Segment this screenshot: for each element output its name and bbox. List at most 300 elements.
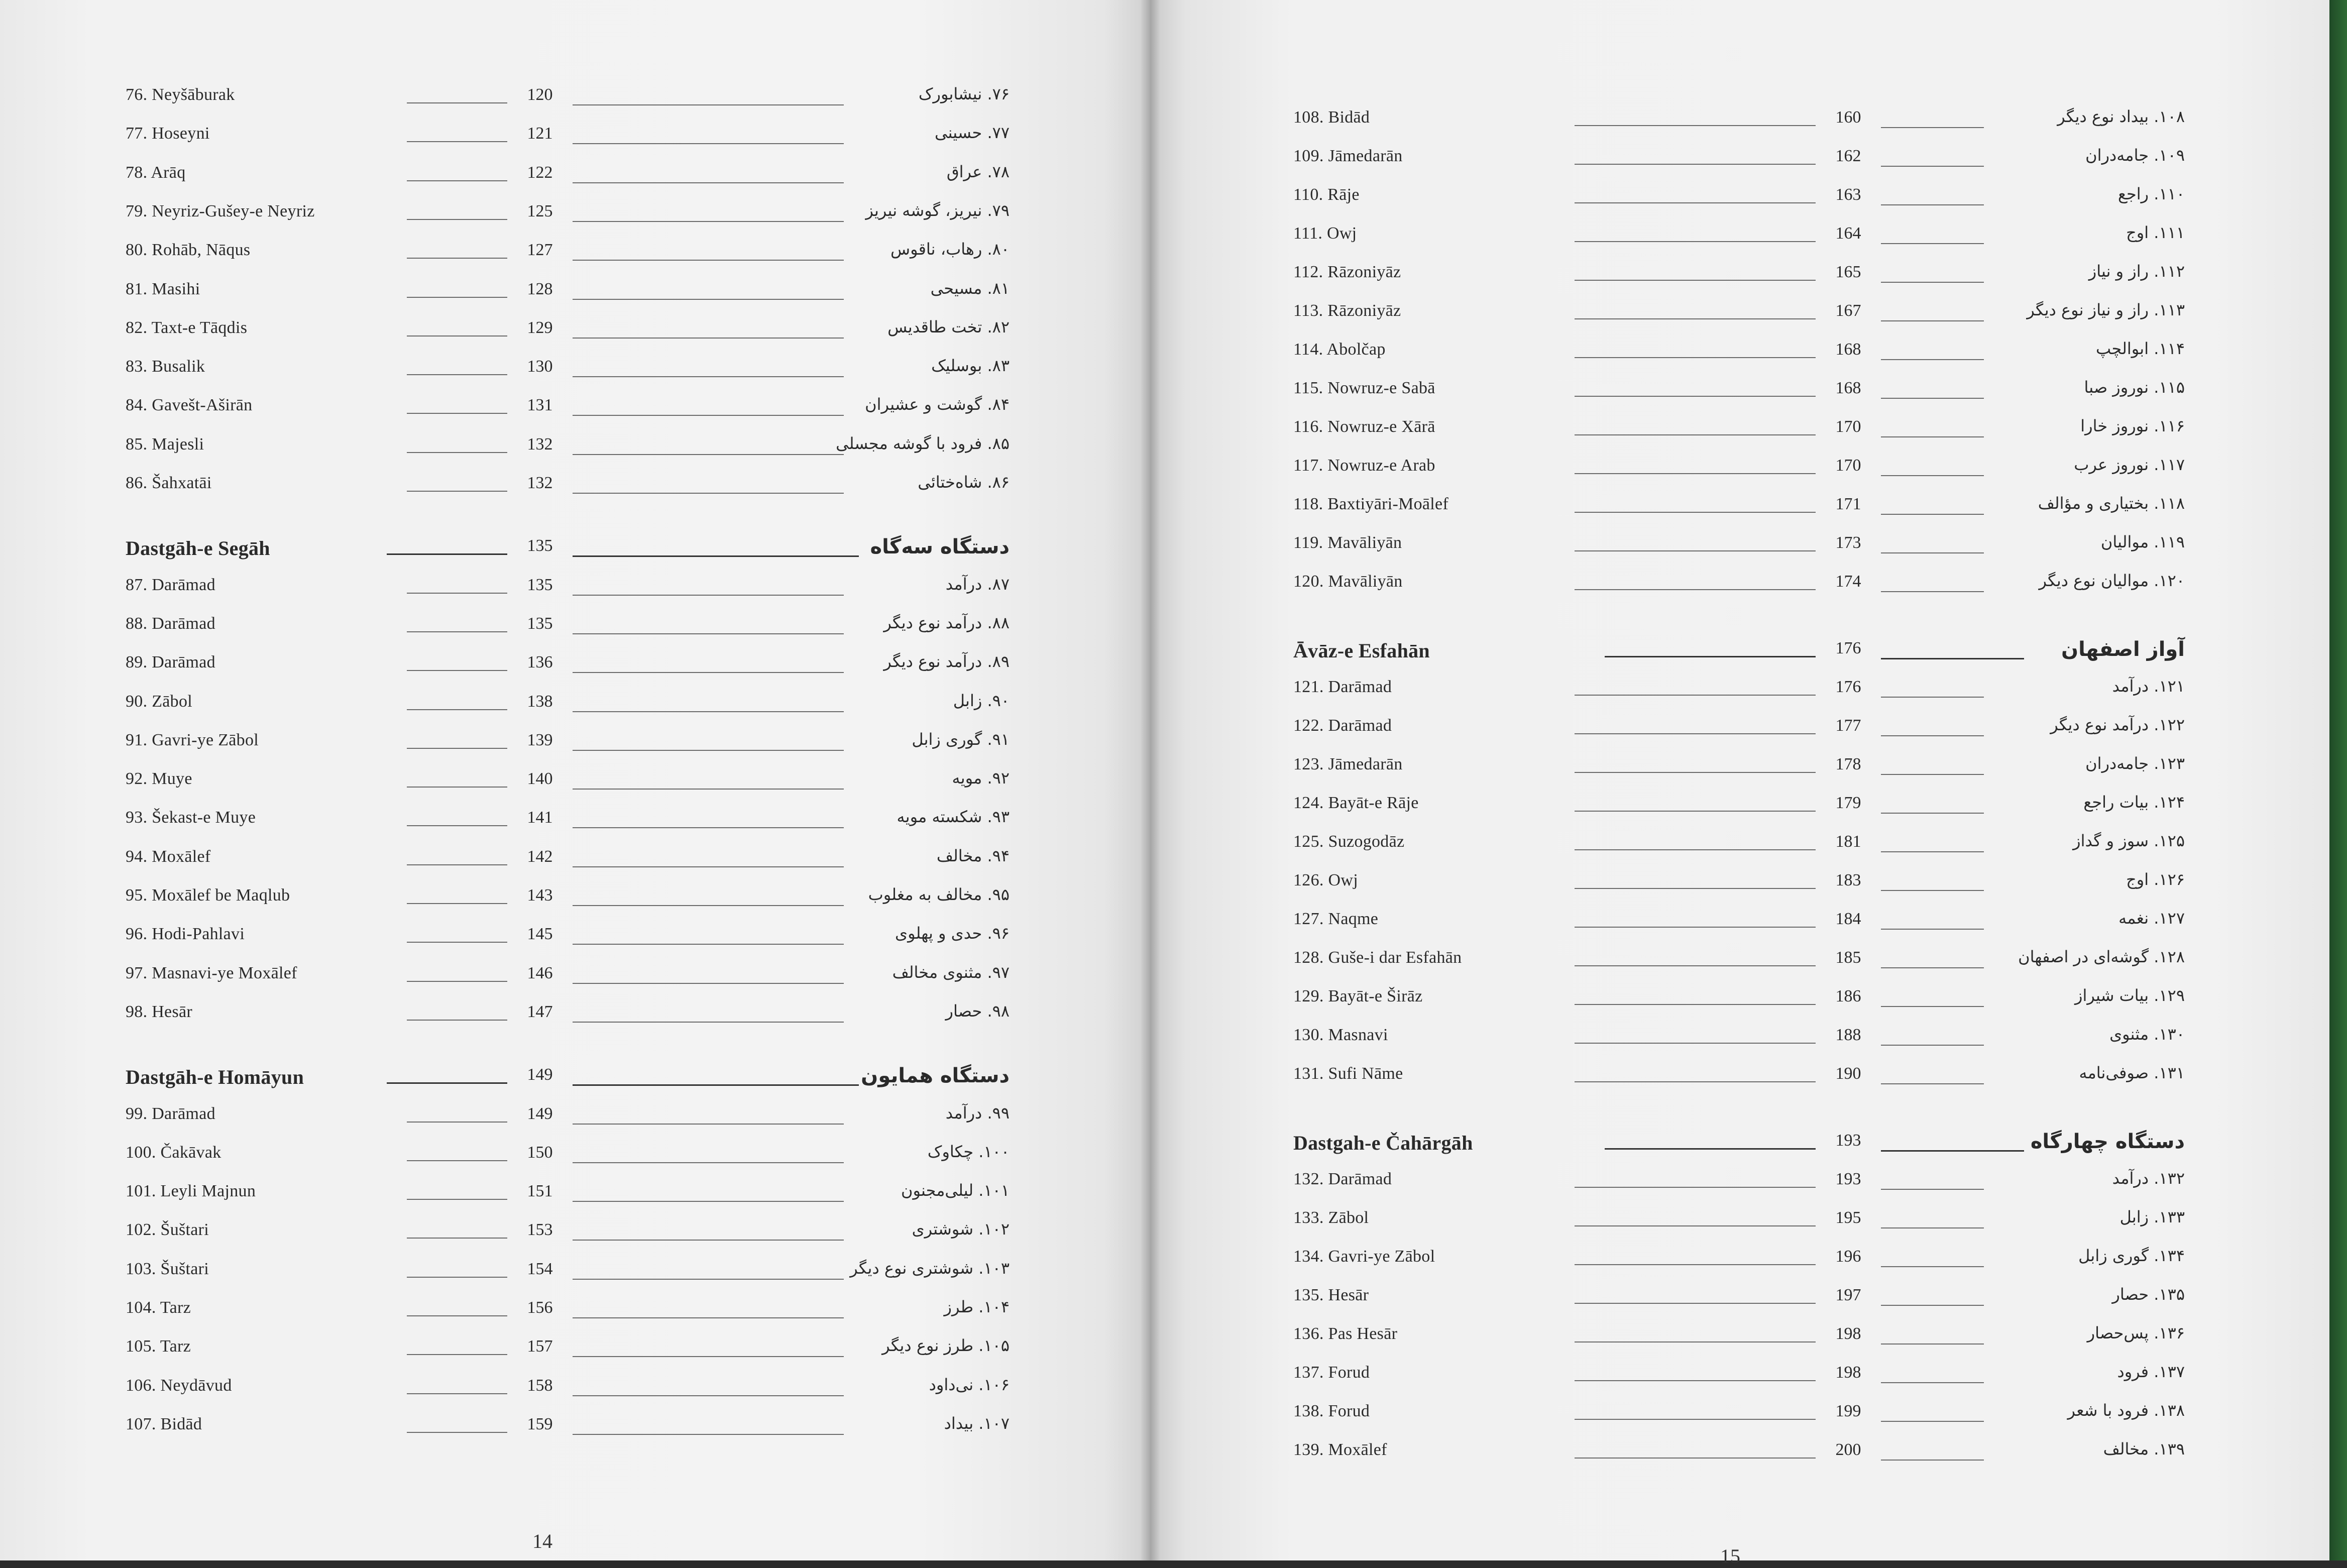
entry-title-persian: ۱۰۷. بیداد xyxy=(944,1413,1010,1433)
leader-line xyxy=(1881,127,1984,128)
entry-title-persian: ۱۳۹. مخالف xyxy=(2103,1439,2185,1459)
entry-title-persian: ۱۰۶. نی‌داود xyxy=(929,1375,1010,1394)
entry-title-latin: 107. Bidād xyxy=(126,1414,202,1433)
toc-entry xyxy=(126,119,1010,149)
entry-title-latin: 110. Rāje xyxy=(1293,185,1360,204)
leader-line xyxy=(1881,658,2024,659)
entry-title-latin: 126. Owj xyxy=(1293,871,1358,889)
page-ref: 162 xyxy=(1835,147,1861,165)
toc-entry xyxy=(126,391,1010,421)
entry-title-persian: ۱۱۶. نوروز خارا xyxy=(2080,416,2185,435)
leader-line xyxy=(573,1124,844,1125)
page-ref: 153 xyxy=(527,1220,553,1240)
toc-entry xyxy=(126,997,1010,1028)
leader-line xyxy=(407,903,507,904)
leader-line xyxy=(407,593,507,594)
toc-entry xyxy=(1293,142,2185,172)
entry-title-persian: ۸۳. بوسلیک xyxy=(931,356,1010,376)
leader-line xyxy=(1605,1148,1816,1150)
entry-title-latin: 77. Hoseyni xyxy=(126,124,210,143)
leader-line xyxy=(573,1201,844,1202)
entry-title-latin: 98. Hesār xyxy=(126,1002,192,1021)
toc-entry xyxy=(1293,1358,2185,1388)
page-ref: 150 xyxy=(527,1143,553,1162)
page-ref: 135 xyxy=(527,614,553,633)
page-ref: 138 xyxy=(527,692,553,711)
entry-title-persian: ۱۰۲. شوشتری xyxy=(912,1219,1010,1239)
toc-entry xyxy=(1293,1281,2185,1311)
page-ref: 120 xyxy=(527,85,553,104)
toc-entry xyxy=(1293,982,2185,1012)
entry-title-latin: 127. Naqme xyxy=(1293,910,1379,928)
section-heading xyxy=(1293,1126,2185,1156)
entry-title-latin: 123. Jāmedarān xyxy=(1293,755,1403,773)
page-ref: 146 xyxy=(527,963,553,982)
page-ref: 125 xyxy=(527,201,553,220)
leader-line xyxy=(1575,888,1816,889)
entry-title-persian: ۱۲۷. نغمه xyxy=(2118,909,2185,928)
leader-line xyxy=(573,1022,844,1023)
leader-line xyxy=(573,944,844,945)
leader-line xyxy=(1575,1187,1816,1188)
entry-title-latin: 96. Hodi-Pahlavi xyxy=(126,925,245,944)
page-ref: 195 xyxy=(1835,1208,1861,1227)
entry-title-persian: ۱۱۱. اوج xyxy=(2126,223,2185,242)
leader-line xyxy=(573,1356,844,1357)
leader-line xyxy=(1881,243,1984,244)
leader-line xyxy=(573,750,844,751)
leader-line xyxy=(573,1240,844,1241)
entry-title-latin: 131. Sufi Nāme xyxy=(1293,1064,1403,1083)
entry-title-latin: 128. Guše-i dar Esfahān xyxy=(1293,948,1462,967)
toc-entry xyxy=(1293,866,2185,896)
leader-line xyxy=(407,1020,507,1021)
entry-title-persian: ۱۰۵. طرز نوع دیگر xyxy=(882,1336,1010,1356)
leader-line xyxy=(1575,202,1816,203)
entry-title-latin: 117. Nowruz-e Arab xyxy=(1293,456,1435,475)
leader-line xyxy=(1881,1083,1984,1084)
entry-title-persian: ۸۴. گوشت و عشیران xyxy=(865,395,1010,414)
toc-entry xyxy=(126,1410,1010,1440)
page-ref: 149 xyxy=(527,1065,553,1084)
leader-line xyxy=(1881,1305,1984,1306)
entry-title-persian: ۱۰۹. جامه‌دران xyxy=(2085,146,2185,165)
leader-line xyxy=(1881,320,1984,321)
leader-line xyxy=(573,1279,844,1280)
leader-line xyxy=(1575,280,1816,281)
toc-entry xyxy=(126,80,1010,110)
section-title-latin: Dastgāh-e Homāyun xyxy=(126,1066,304,1089)
toc-entry xyxy=(1293,335,2185,365)
entry-title-latin: 120. Mavāliyān xyxy=(1293,572,1403,591)
toc-entry xyxy=(126,352,1010,382)
leader-line xyxy=(407,631,507,632)
leader-line xyxy=(1575,811,1816,812)
toc-entry xyxy=(126,571,1010,601)
leader-line xyxy=(407,335,507,337)
toc-entry xyxy=(1293,1165,2185,1195)
entry-title-persian: ۱۱۳. راز و نیاز نوع دیگر xyxy=(2027,300,2185,319)
page-ref: 142 xyxy=(527,847,553,866)
page-ref: 135 xyxy=(527,575,553,594)
leader-line xyxy=(1881,514,1984,515)
page-ref: 122 xyxy=(527,163,553,182)
entry-title-latin: 83. Busalik xyxy=(126,357,205,376)
page-ref: 173 xyxy=(1835,533,1861,552)
entry-title-latin: 82. Taxt-e Tāqdis xyxy=(126,318,248,337)
leader-line xyxy=(1575,396,1816,397)
leader-line xyxy=(1575,164,1816,165)
leader-line xyxy=(1881,1189,1984,1190)
leader-line xyxy=(407,297,507,298)
leader-line xyxy=(407,452,507,453)
entry-title-persian: ۷۸. عراق xyxy=(946,162,1010,181)
leader-line xyxy=(1575,318,1816,319)
entry-title-persian: ۱۰۱. لیلی‌مجنون xyxy=(901,1181,1010,1200)
leader-line xyxy=(1575,589,1816,590)
page-ref: 193 xyxy=(1835,1170,1861,1188)
leader-line xyxy=(1575,1458,1816,1459)
leader-line xyxy=(573,983,844,984)
leader-line xyxy=(573,555,859,557)
page-ref: 132 xyxy=(527,474,553,492)
leader-line xyxy=(407,413,507,414)
toc-entry xyxy=(1293,789,2185,819)
entry-title-persian: ۱۳۷. فرود xyxy=(2117,1362,2185,1381)
leader-line xyxy=(407,981,507,982)
page-ref: 198 xyxy=(1835,1363,1861,1382)
leader-line xyxy=(1575,965,1816,966)
leader-line xyxy=(573,182,844,183)
page-ref: 159 xyxy=(527,1414,553,1433)
leader-line xyxy=(573,376,844,377)
leader-line xyxy=(407,102,507,103)
toc-entry xyxy=(1293,1435,2185,1466)
entry-title-latin: 108. Bidād xyxy=(1293,108,1370,127)
entry-title-persian: ۱۳۸. فرود با شعر xyxy=(2067,1401,2185,1420)
entry-title-persian: ۸۷. درآمد xyxy=(945,574,1010,594)
leader-line xyxy=(1881,166,1984,167)
entry-title-persian: ۷۹. نیریز، گوشه نیریز xyxy=(865,200,1010,220)
leader-line xyxy=(1575,1043,1816,1044)
leader-line xyxy=(573,672,844,673)
leader-line xyxy=(573,415,844,416)
leader-line xyxy=(1881,813,1984,814)
entry-title-latin: 97. Masnavi-ye Moxālef xyxy=(126,963,297,982)
leader-line xyxy=(1881,1421,1984,1422)
entry-title-latin: 104. Tarz xyxy=(126,1298,191,1317)
entry-title-latin: 101. Leyli Majnun xyxy=(126,1182,256,1201)
entry-title-latin: 112. Rāzoniyāz xyxy=(1293,263,1401,281)
toc-entry xyxy=(126,1371,1010,1401)
page-number-left: 14 xyxy=(532,1530,552,1552)
entry-title-persian: ۹۲. مویه xyxy=(952,768,1010,788)
entry-title-persian: ۹۳. شکسته مویه xyxy=(897,807,1010,827)
entry-title-latin: 125. Suzogodāz xyxy=(1293,832,1405,851)
leader-line xyxy=(1881,1460,1984,1461)
leader-line xyxy=(407,825,507,826)
entry-title-latin: 109. Jāmedarān xyxy=(1293,147,1403,165)
page-ref: 139 xyxy=(527,730,553,749)
page-ref: 143 xyxy=(527,886,553,905)
leader-line xyxy=(1881,1045,1984,1046)
page-ref: 170 xyxy=(1835,417,1861,436)
page-ref: 160 xyxy=(1835,108,1861,127)
entry-title-persian: ۱۳۳. زابل xyxy=(2119,1207,2185,1226)
entry-title-persian: ۱۱۹. موالیان xyxy=(2100,532,2185,551)
entry-title-persian: ۹۶. حدی و پهلوی xyxy=(895,924,1010,943)
entry-title-latin: 105. Tarz xyxy=(126,1337,191,1356)
entry-title-latin: 91. Gavri-ye Zābol xyxy=(126,730,259,749)
leader-line xyxy=(407,1277,507,1278)
page-ref: 158 xyxy=(527,1376,553,1395)
leader-line xyxy=(1575,241,1816,242)
entry-title-persian: ۷۷. حسینی xyxy=(934,123,1010,143)
page-ref: 145 xyxy=(527,925,553,944)
entry-title-latin: 90. Zābol xyxy=(126,692,193,711)
toc-entry xyxy=(1293,412,2185,442)
toc-entry xyxy=(126,803,1010,833)
entry-title-persian: ۸۰. رهاب، ناقوس xyxy=(890,240,1010,259)
toc-entry xyxy=(126,609,1010,639)
entry-title-persian: ۱۱۴. ابوالچپ xyxy=(2096,339,2185,358)
page-number-right: 15 xyxy=(1720,1545,1740,1567)
leader-line xyxy=(407,1354,507,1355)
leader-line xyxy=(1881,1227,1984,1228)
entry-title-latin: 136. Pas Hesār xyxy=(1293,1324,1398,1343)
entry-title-persian: ۱۱۵. نوروز صبا xyxy=(2084,378,2185,397)
section-title-persian: دستگاه سه‌گاه xyxy=(870,535,1010,559)
toc-entry xyxy=(126,197,1010,227)
toc-right xyxy=(1150,0,2329,1560)
leader-line xyxy=(407,748,507,749)
leader-line xyxy=(407,1160,507,1161)
toc-entry xyxy=(126,726,1010,756)
toc-entry xyxy=(126,313,1010,344)
leader-line xyxy=(407,942,507,943)
toc-entry xyxy=(1293,1319,2185,1350)
entry-title-persian: ۸۶. شاه‌ختائی xyxy=(918,473,1010,492)
entry-title-persian: ۱۰۸. بیداد نوع دیگر xyxy=(2057,107,2185,126)
page-ref: 193 xyxy=(1835,1131,1861,1150)
entry-title-latin: 89. Darāmad xyxy=(126,653,215,672)
page-ref: 179 xyxy=(1835,794,1861,812)
toc-entry xyxy=(1293,750,2185,780)
toc-entry xyxy=(126,1138,1010,1168)
leader-line xyxy=(1575,434,1816,435)
toc-entry xyxy=(1293,374,2185,404)
entry-title-latin: 86. Šahxatāi xyxy=(126,474,212,492)
toc-left xyxy=(0,0,1150,1560)
leader-line xyxy=(407,258,507,259)
entry-title-persian: ۸۸. درآمد نوع دیگر xyxy=(883,613,1010,632)
leader-line xyxy=(1881,890,1984,891)
page-ref: 129 xyxy=(527,318,553,337)
leader-line xyxy=(1575,125,1816,126)
entry-title-latin: 133. Zābol xyxy=(1293,1208,1369,1227)
entry-title-latin: 113. Rāzoniyāz xyxy=(1293,301,1401,320)
leader-line xyxy=(573,827,844,828)
entry-title-latin: 138. Forud xyxy=(1293,1402,1370,1420)
page-ref: 136 xyxy=(527,653,553,672)
leader-line xyxy=(573,143,844,144)
leader-line xyxy=(1575,1004,1816,1005)
toc-entry xyxy=(126,1099,1010,1130)
leader-line xyxy=(407,219,507,220)
page-ref: 130 xyxy=(527,357,553,376)
entry-title-persian: ۱۰۳. شوشتری نوع دیگر xyxy=(850,1258,1010,1278)
toc-entry xyxy=(1293,711,2185,741)
section-title-persian: دستگاه چهارگاه xyxy=(2030,1130,2185,1153)
toc-entry xyxy=(126,158,1010,188)
leader-line xyxy=(1575,1380,1816,1381)
leader-line xyxy=(573,595,844,596)
toc-entry xyxy=(126,959,1010,989)
entry-title-latin: 93. Šekast-e Muye xyxy=(126,808,256,827)
toc-entry xyxy=(1293,180,2185,210)
leader-line xyxy=(1575,512,1816,513)
entry-title-latin: 103. Šuštari xyxy=(126,1259,209,1278)
page-ref: 178 xyxy=(1835,755,1861,773)
leader-line xyxy=(1605,656,1816,657)
leader-line xyxy=(573,260,844,261)
leader-line xyxy=(407,1432,507,1433)
entry-title-persian: ۱۰۴. طرز xyxy=(944,1297,1010,1316)
toc-entry xyxy=(126,1255,1010,1285)
toc-entry xyxy=(1293,1059,2185,1089)
right-page xyxy=(1150,0,2329,1567)
page-ref: 183 xyxy=(1835,871,1861,889)
toc-entry xyxy=(126,469,1010,499)
entry-title-persian: ۱۲۳. جامه‌دران xyxy=(2085,754,2185,773)
leader-line xyxy=(573,1084,859,1086)
leader-line xyxy=(1881,1150,2024,1152)
page-ref: 154 xyxy=(527,1259,553,1278)
entry-title-latin: 106. Neydāvud xyxy=(126,1376,232,1395)
entry-title-latin: 94. Moxālef xyxy=(126,847,211,866)
leader-line xyxy=(1575,473,1816,474)
entry-title-latin: 92. Muye xyxy=(126,769,192,789)
toc-entry xyxy=(1293,673,2185,703)
entry-title-latin: 137. Forud xyxy=(1293,1363,1370,1382)
entry-title-latin: 129. Bayāt-e Širāz xyxy=(1293,987,1423,1005)
toc-entry xyxy=(126,1177,1010,1207)
toc-entry xyxy=(1293,943,2185,973)
entry-title-persian: ۹۹. درآمد xyxy=(945,1103,1010,1123)
entry-title-latin: 134. Gavri-ye Zābol xyxy=(1293,1247,1435,1266)
page-ref: 168 xyxy=(1835,340,1861,359)
page-ref: 171 xyxy=(1835,495,1861,513)
page-ref: 149 xyxy=(527,1104,553,1123)
entry-title-latin: 135. Hesār xyxy=(1293,1286,1369,1304)
leader-line xyxy=(573,711,844,712)
toc-entry xyxy=(126,430,1010,460)
page-ref: 190 xyxy=(1835,1064,1861,1083)
page-ref: 157 xyxy=(527,1337,553,1356)
entry-title-latin: 78. Arāq xyxy=(126,163,186,182)
leader-line xyxy=(407,491,507,492)
page-ref: 198 xyxy=(1835,1324,1861,1343)
entry-title-persian: ۹۱. گوری زابل xyxy=(912,729,1010,749)
entry-title-persian: ۱۳۴. گوری زابل xyxy=(2078,1246,2185,1265)
toc-entry xyxy=(1293,296,2185,326)
page-ref: 165 xyxy=(1835,263,1861,281)
entry-title-persian: ۱۲۰. موالیان نوع دیگر xyxy=(2039,571,2185,590)
leader-line xyxy=(1881,591,1984,592)
toc-entry xyxy=(1293,1021,2185,1051)
leader-line xyxy=(1575,1081,1816,1082)
leader-line xyxy=(1881,359,1984,360)
leader-line xyxy=(1575,1341,1816,1342)
entry-title-latin: 100. Čakāvak xyxy=(126,1143,221,1162)
leader-line xyxy=(1881,967,1984,968)
entry-title-latin: 102. Šuštari xyxy=(126,1220,209,1240)
entry-title-persian: ۱۳۲. درآمد xyxy=(2112,1169,2185,1188)
leader-line xyxy=(573,905,844,906)
entry-title-latin: 115. Nowruz-e Sabā xyxy=(1293,379,1435,397)
page-ref: 174 xyxy=(1835,572,1861,591)
section-title-latin: Āvāz-e Esfahān xyxy=(1293,639,1430,662)
entry-title-latin: 130. Masnavi xyxy=(1293,1026,1388,1044)
page-ref: 188 xyxy=(1835,1026,1861,1044)
page-ref: 128 xyxy=(527,279,553,298)
leader-line xyxy=(1881,697,1984,698)
page-ref: 121 xyxy=(527,124,553,143)
entry-title-persian: ۱۲۹. بیات شیراز xyxy=(2075,986,2185,1005)
leader-line xyxy=(573,789,844,790)
leader-line xyxy=(407,1393,507,1394)
leader-line xyxy=(1881,774,1984,775)
entry-title-latin: 87. Darāmad xyxy=(126,575,215,594)
entry-title-latin: 121. Darāmad xyxy=(1293,678,1392,696)
toc-entry xyxy=(126,1215,1010,1246)
leader-line xyxy=(407,1238,507,1239)
entry-title-latin: 119. Mavāliyān xyxy=(1293,533,1402,552)
entry-title-persian: ۸۵. فرود با گوشه مجسلی xyxy=(836,433,1010,453)
entry-title-latin: 81. Masihi xyxy=(126,279,200,298)
entry-title-persian: ۱۲۸. گوشه‌ای در اصفهان xyxy=(2018,947,2185,966)
leader-line xyxy=(1575,1419,1816,1420)
toc-entry xyxy=(1293,1242,2185,1272)
page-ref: 177 xyxy=(1835,716,1861,735)
leader-line xyxy=(387,553,507,555)
toc-entry xyxy=(1293,490,2185,520)
section-heading xyxy=(126,531,1010,562)
entry-title-latin: 80. Rohāb, Nāqus xyxy=(126,241,251,260)
section-title-persian: دستگاه همایون xyxy=(861,1064,1010,1088)
toc-entry xyxy=(126,648,1010,678)
entry-title-persian: ۹۸. حصار xyxy=(945,1001,1010,1021)
page-ref: 200 xyxy=(1835,1440,1861,1459)
leader-line xyxy=(1575,772,1816,773)
leader-line xyxy=(1575,733,1816,734)
entry-title-persian: ۹۴. مخالف xyxy=(936,846,1010,865)
entry-title-persian: ۱۲۴. بیات راجع xyxy=(2083,793,2185,812)
page-ref: 131 xyxy=(527,396,553,415)
leader-line xyxy=(1881,1006,1984,1007)
leader-line xyxy=(1881,204,1984,205)
leader-line xyxy=(573,1395,844,1396)
leader-line xyxy=(573,104,844,105)
page-ref: 167 xyxy=(1835,301,1861,320)
page-ref: 135 xyxy=(527,536,553,555)
leader-line xyxy=(573,866,844,867)
leader-line xyxy=(1881,1382,1984,1383)
entry-title-latin: 76. Neyšāburak xyxy=(126,85,235,104)
entry-title-latin: 84. Gavešt-Aširān xyxy=(126,396,253,415)
entry-title-persian: ۷۶. نیشابورک xyxy=(918,84,1010,103)
entry-title-latin: 88. Darāmad xyxy=(126,614,215,633)
